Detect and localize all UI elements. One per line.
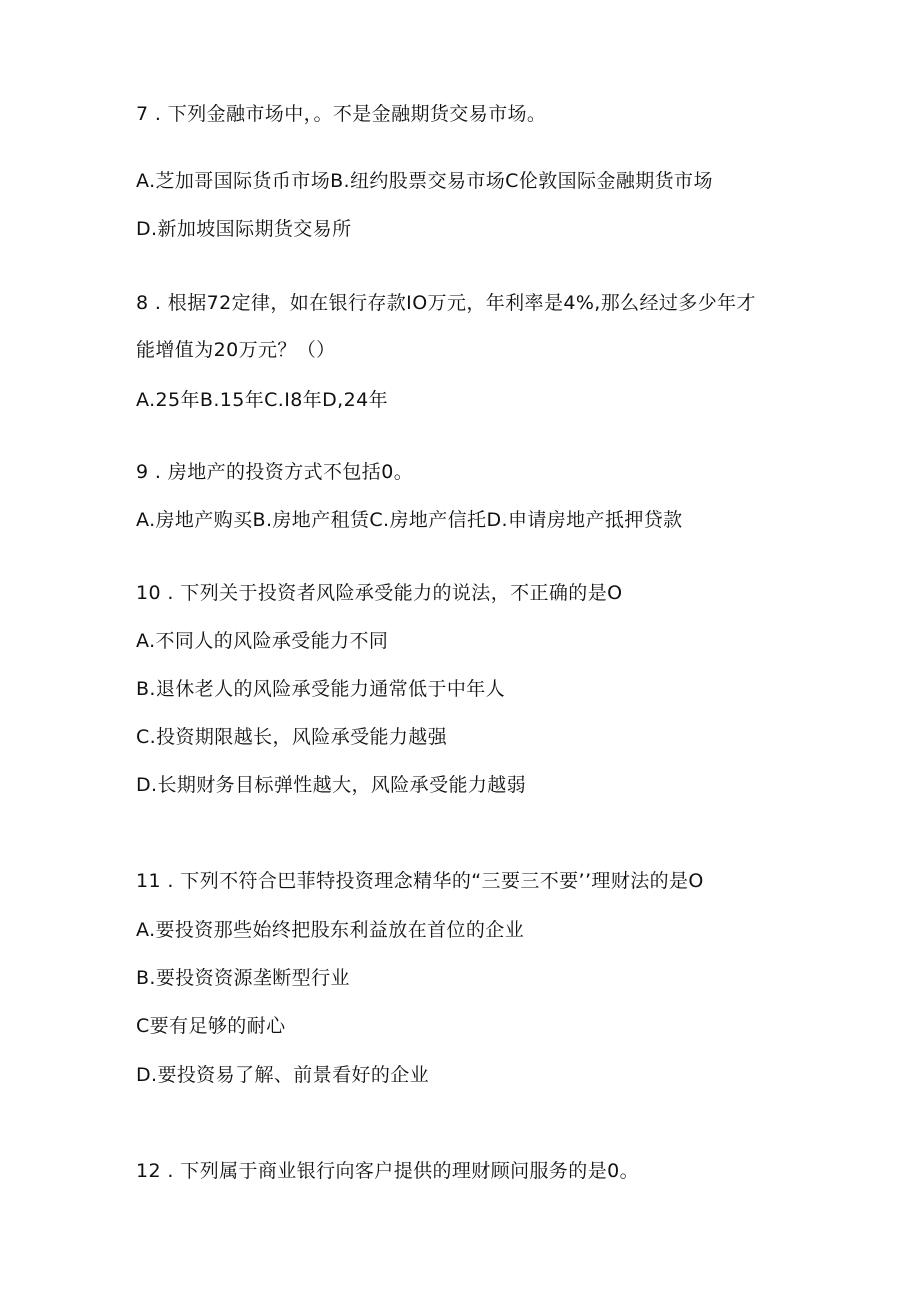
question-8-options: A.25年B.15年C.I8年D,24年 (136, 389, 388, 411)
question-11-option-a: A.要投资那些始终把股东利益放在首位的企业 (136, 919, 525, 941)
question-12-stem: 12 . 下列属于商业银行向客户提供的理财顾问服务的是0。 (136, 1160, 639, 1182)
question-8-stem-line-2: 能增值为20万元？（） (136, 339, 336, 361)
question-8-stem-line-1: 8 . 根据72定律，如在银行存款IO万元，年利率是4%,那么经过多少年才 (136, 292, 756, 314)
question-7-stem: 7 . 下列金融市场中，。不是金融期货交易市场。 (136, 103, 547, 125)
question-9-options: A.房地产购买B.房地产租赁C.房地产信托D.申请房地产抵押贷款 (136, 509, 683, 531)
question-11-stem: 11 . 下列不符合巴菲特投资理念精华的“三要三不要’’理财法的是O (136, 870, 704, 892)
question-10-option-c: C.投资期限越长，风险承受能力越强 (136, 726, 448, 748)
question-10-option-b: B.退休老人的风险承受能力通常低于中年人 (136, 678, 506, 700)
question-10-option-a: A.不同人的风险承受能力不同 (136, 630, 389, 652)
question-11-option-d: D.要投资易了解、前景看好的企业 (136, 1064, 430, 1086)
question-9-stem: 9 . 房地产的投资方式不包括0。 (136, 461, 414, 483)
question-10-option-d: D.长期财务目标弹性越大，风险承受能力越弱 (136, 774, 527, 796)
question-7-options-line-2: D.新加坡国际期货交易所 (136, 218, 352, 240)
question-7-options-line-1: A.芝加哥国际货币市场B.纽约股票交易市场C伦敦国际金融期货市场 (136, 170, 713, 192)
question-11-option-c: C要有足够的耐心 (136, 1015, 286, 1037)
question-11-option-b: B.要投资资源垄断型行业 (136, 967, 350, 989)
question-10-stem: 10 . 下列关于投资者风险承受能力的说法，不正确的是O (136, 582, 623, 604)
